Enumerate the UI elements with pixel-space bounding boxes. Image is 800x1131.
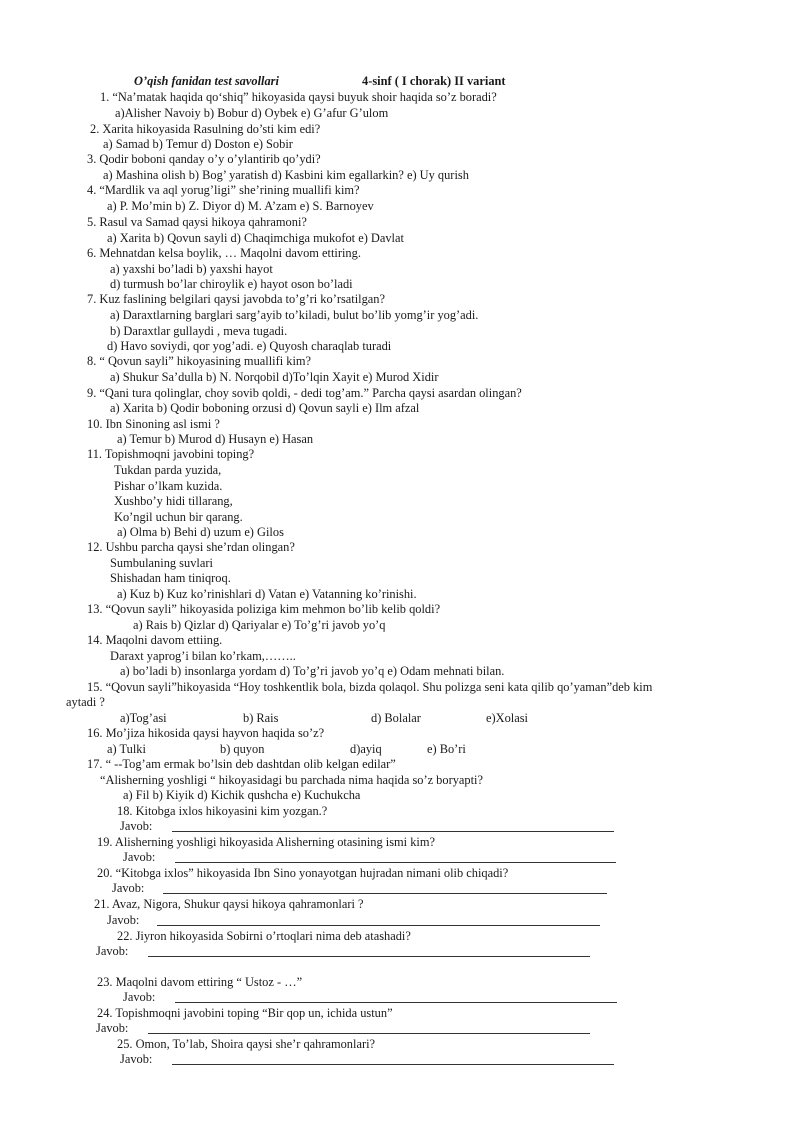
answer-line-21[interactable]	[157, 925, 600, 926]
answer-line-22[interactable]	[148, 956, 590, 957]
riddle-line-2: Pishar o’lkam kuzida.	[114, 479, 223, 493]
question-6: 6. Mehnatdan kelsa boylik, … Maqolni davom ettiring.	[87, 246, 361, 260]
options-8: a) Shukur Sa’dulla b) N. Norqobil d)To’lqin Xayit e) Murod Xidir	[110, 370, 439, 384]
question-21: 21. Avaz, Nigora, Shukur qaysi hikoya qahramonlari ?	[94, 897, 364, 911]
answer-label-20: Javob:	[112, 881, 145, 895]
question-11: 11. Topishmoqni javobini toping?	[87, 447, 255, 461]
question-17: 17. “ --Tog’am ermak bo’lsin deb dashtdan olib kelgan edilar”	[87, 757, 396, 771]
poem-line-2: Shishadan ham tiniqroq.	[110, 571, 231, 585]
question-4: 4. “Mardlik va aql yorug’ligi” she’rining muallifi kim?	[87, 183, 360, 197]
answer-line-18[interactable]	[172, 831, 614, 832]
answer-line-25[interactable]	[172, 1064, 614, 1065]
options-7c: d) Havo soviydi, qor yog’adi. e) Quyosh charaqlab turadi	[107, 339, 392, 353]
option-16a: a) Tulki	[107, 742, 146, 756]
question-19: 19. Alisherning yoshligi hikoyasida Alisherning otasining ismi kim?	[97, 835, 435, 849]
option-15d: d) Bolalar	[371, 711, 421, 725]
options-4: a) P. Mo’min b) Z. Diyor d) M. A’zam e) S. Barnoyev	[107, 199, 374, 213]
option-15a: a)Tog’asi	[120, 711, 167, 725]
option-16d: d)ayiq	[350, 742, 382, 756]
options-14: a) bo’ladi b) insonlarga yordam d) To’g’ri javob yo’q e) Odam mehnati bilan.	[120, 664, 505, 678]
question-22: 22. Jiyron hikoyasida Sobirni o’rtoqlari nima deb atashadi?	[117, 929, 411, 943]
options-3: a) Mashina olish b) Bog’ yaratish d) Kasbini kim egallarkin? e) Uy qurish	[103, 168, 469, 182]
question-15: 15. “Qovun sayli”hikoyasida “Hoy toshkentlik bola, bizda qolaqol. Shu polizga seni kata qilib qo’yaman”deb kim	[87, 680, 653, 694]
question-3: 3. Qodir boboni qanday o’y o’ylantirib qo’ydi?	[87, 152, 321, 166]
answer-label-19: Javob:	[123, 850, 156, 864]
options-6b: d) turmush bo’lar chiroylik e) hayot oson bo’ladi	[110, 277, 353, 291]
poem-line-1: Sumbulaning suvlari	[110, 556, 213, 570]
question-15-cont: aytadi ?	[66, 695, 105, 709]
option-15e: e)Xolasi	[486, 711, 528, 725]
answer-label-24: Javob:	[96, 1021, 129, 1035]
question-23: 23. Maqolni davom ettiring “ Ustoz - …”	[97, 975, 303, 989]
option-15b: b) Rais	[243, 711, 279, 725]
question-1: 1. “Na’matak haqida qo‘shiq” hikoyasida qaysi buyuk shoir haqida so’z boradi?	[100, 90, 497, 104]
question-12: 12. Ushbu parcha qaysi she’rdan olingan?	[87, 540, 295, 554]
grade-variant: 4-sinf ( I chorak) II variant	[362, 74, 506, 88]
options-9: a) Xarita b) Qodir boboning orzusi d) Qovun sayli e) Ilm afzal	[110, 401, 420, 415]
question-20: 20. “Kitobga ixlos” hikoyasida Ibn Sino yonayotgan hujradan nimani olib chiqadi?	[97, 866, 509, 880]
question-16: 16. Mo’jiza hikosida qaysi hayvon haqida so’z?	[87, 726, 325, 740]
options-6a: a) yaxshi bo’ladi b) yaxshi hayot	[110, 262, 273, 276]
riddle-line-3: Xushbo’y hidi tillarang,	[114, 494, 233, 508]
options-17: a) Fil b) Kiyik d) Kichik qushcha e) Kuchukcha	[123, 788, 361, 802]
question-17-cont: “Alisherning yoshligi “ hikoyasidagi bu parchada nima haqida so’z boryapti?	[100, 773, 483, 787]
question-2: 2. Xarita hikoyasida Rasulning do’sti kim edi?	[90, 122, 321, 136]
answer-label-23: Javob:	[123, 990, 156, 1004]
option-16e: e) Bo’ri	[427, 742, 466, 756]
question-9: 9. “Qani tura qolinglar, choy sovib qoldi, - dedi tog’am.” Parcha qaysi asardan olingan?	[87, 386, 522, 400]
question-24: 24. Topishmoqni javobini toping “Bir qop un, ichida ustun”	[97, 1006, 393, 1020]
question-10: 10. Ibn Sinoning asl ismi ?	[87, 417, 220, 431]
options-7a: a) Daraxtlarning barglari sarg’ayib to’kiladi, bulut bo’lib yomg’ir yog’adi.	[110, 308, 479, 322]
options-2: a) Samad b) Temur d) Doston e) Sobir	[103, 137, 293, 151]
answer-line-19[interactable]	[175, 862, 616, 863]
options-11: a) Olma b) Behi d) uzum e) Gilos	[117, 525, 284, 539]
options-7b: b) Daraxtlar gullaydi , meva tugadi.	[110, 324, 288, 338]
options-13: a) Rais b) Qizlar d) Qariyalar e) To’g’ri javob yo’q	[133, 618, 386, 632]
question-13: 13. “Qovun sayli” hikoyasida poliziga kim mehmon bo’lib kelib qoldi?	[87, 602, 441, 616]
options-10: a) Temur b) Murod d) Husayn e) Hasan	[117, 432, 314, 446]
answer-label-21: Javob:	[107, 913, 140, 927]
proverb-line: Daraxt yaprog’i bilan ko’rkam,……..	[110, 649, 296, 663]
question-8: 8. “ Qovun sayli” hikoyasining muallifi kim?	[87, 354, 312, 368]
options-5: a) Xarita b) Qovun sayli d) Chaqimchiga mukofot e) Davlat	[107, 231, 404, 245]
answer-line-24[interactable]	[148, 1033, 590, 1034]
question-7: 7. Kuz faslining belgilari qaysi javobda to’g’ri ko’rsatilgan?	[87, 292, 385, 306]
question-25: 25. Omon, To’lab, Shoira qaysi she’r qahramonlari?	[117, 1037, 376, 1051]
answer-label-22: Javob:	[96, 944, 129, 958]
question-18: 18. Kitobga ixlos hikoyasini kim yozgan.?	[117, 804, 328, 818]
riddle-line-4: Ko’ngil uchun bir qarang.	[114, 510, 243, 524]
riddle-line-1: Tukdan parda yuzida,	[114, 463, 222, 477]
answer-label-25: Javob:	[120, 1052, 153, 1066]
question-5: 5. Rasul va Samad qaysi hikoya qahramoni?	[87, 215, 307, 229]
question-14: 14. Maqolni davom ettiing.	[87, 633, 223, 647]
options-12: a) Kuz b) Kuz ko’rinishlari d) Vatan e) Vatanning ko’rinishi.	[117, 587, 417, 601]
answer-line-20[interactable]	[163, 893, 607, 894]
answer-line-23[interactable]	[175, 1002, 617, 1003]
options-1: a)Alisher Navoiy b) Bobur d) Oybek e) G’afur G’ulom	[115, 106, 389, 120]
test-title: O’qish fanidan test savollari	[134, 74, 279, 88]
answer-label-18: Javob:	[120, 819, 153, 833]
option-16b: b) quyon	[220, 742, 265, 756]
